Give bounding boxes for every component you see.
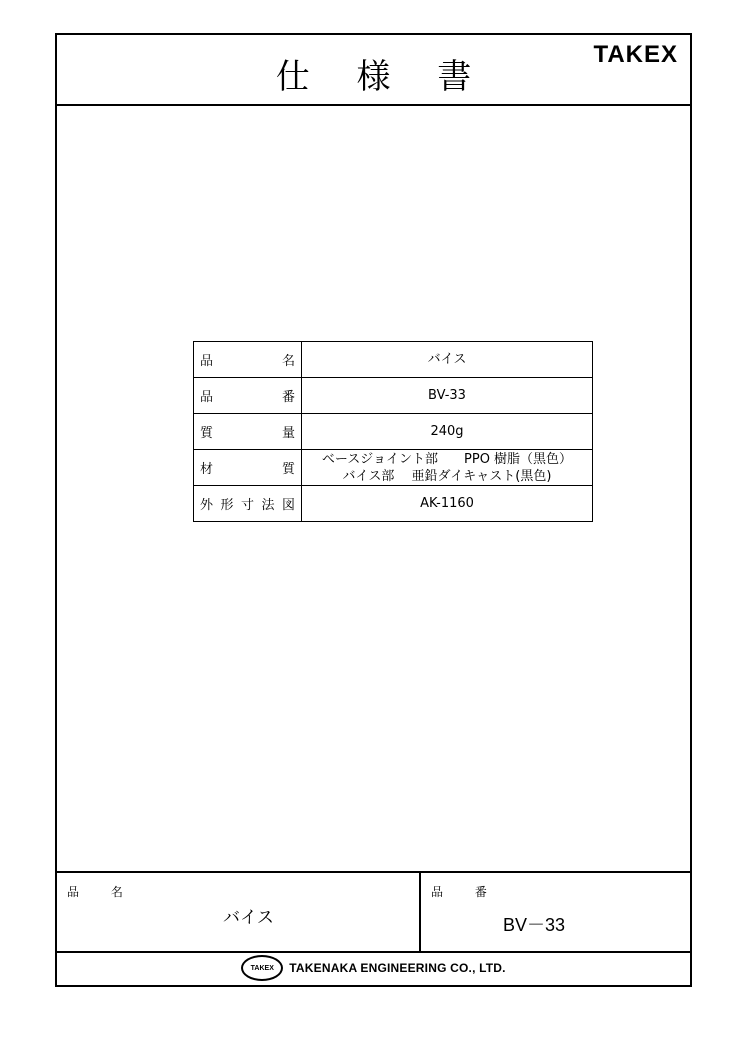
spec-table [193,341,593,522]
spec-value [302,342,593,378]
spec-label [194,450,302,486]
product-name-cell [57,873,421,951]
spec-value-line: バイス [427,352,467,367]
spec-value-line: AK-1160 [420,496,474,511]
spec-label [194,414,302,450]
spec-value-line: 240g [430,424,464,439]
product-name-caption: 品 名 [67,885,137,899]
spec-row [194,414,593,450]
product-code-caption: 品 番 [431,885,501,899]
company-logo-text: TAKEX [250,964,274,972]
spec-label-char: 法 [261,498,275,513]
spec-value [302,414,593,450]
spec-label [194,486,302,522]
spec-label-char: 番 [281,390,295,405]
spec-value-line: バイス部 亜鉛ダイキャスト(黒色) [342,468,552,484]
spec-value [302,486,593,522]
spec-row [194,378,593,414]
spec-value-line: BV-33 [428,388,466,403]
product-code-value: BV－33 [503,915,566,935]
spec-value [302,450,593,486]
spec-label-char: 形 [220,498,234,513]
spec-label-char: 名 [281,354,295,369]
spec-label-char: 図 [281,498,295,513]
spec-label-char: 品 [200,354,214,369]
spec-value-line: ベースジョイント部 PPO 樹脂（黒色） [321,451,573,467]
brand-logo: TAKEX [593,41,678,68]
spec-label-char: 材 [200,462,214,477]
spec-row [194,450,593,486]
spec-label-char: 外 [200,498,214,513]
spec-value [302,378,593,414]
spec-label-char: 寸 [240,498,254,513]
spec-row [194,342,593,378]
spec-label-char: 量 [281,426,295,441]
product-name-value: バイス [223,908,274,928]
spec-label-char: 質 [281,462,295,477]
spec-row [194,486,593,522]
document-frame [55,33,692,987]
product-code-cell [421,873,690,951]
spec-label-char: 質 [200,426,214,441]
company-bar [57,951,690,985]
company-logo [241,955,283,981]
document-title: 仕 様 書 [275,57,490,97]
spec-label-char: 品 [200,390,214,405]
document-header [57,35,690,106]
company-name: TAKENAKA ENGINEERING CO., LTD. [289,961,506,975]
spec-label [194,342,302,378]
title-block [57,871,690,953]
spec-label [194,378,302,414]
